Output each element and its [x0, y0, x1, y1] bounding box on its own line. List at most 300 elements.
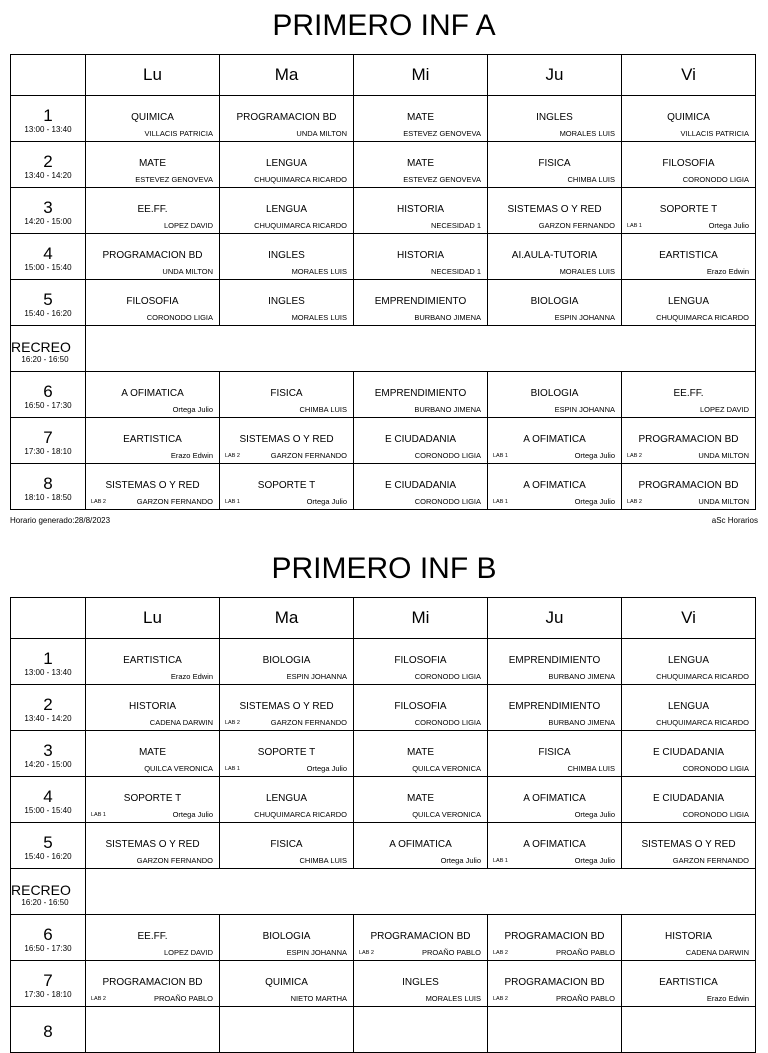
lesson-cell [622, 372, 756, 418]
subject-label: EE.FF. [137, 204, 168, 215]
teacher-label: NECESIDAD 1 [430, 267, 481, 276]
software-credit: aSc Horarios [711, 516, 758, 525]
period-time: 16:50 - 17:30 [24, 943, 72, 953]
period-row [11, 234, 756, 280]
period-time: 17:30 - 18:10 [24, 446, 72, 456]
subject-label: A OFIMATICA [523, 480, 586, 491]
period-row [11, 777, 756, 823]
lesson-cell [86, 1007, 220, 1053]
subject-label: A OFIMATICA [389, 839, 452, 850]
teacher-label: VILLACIS PATRICIA [144, 129, 213, 138]
lesson-cell [488, 961, 622, 1007]
teacher-label: CHUQUIMARCA RICARDO [254, 221, 347, 230]
teacher-label: Ortega Julio [306, 764, 347, 773]
day-header: Ju [488, 55, 622, 96]
room-label: LAB 1 [225, 766, 240, 772]
teacher-label: UNDA MILTON [698, 497, 749, 506]
subject-label: PROGRAMACION BD [236, 112, 337, 123]
period-number: 8 [43, 473, 53, 493]
room-label: LAB 1 [91, 812, 106, 818]
lesson-cell [86, 142, 220, 188]
subject-label: LENGUA [667, 701, 710, 712]
lesson-cell [86, 961, 220, 1007]
teacher-label: Ortega Julio [306, 497, 347, 506]
subject-label: BIOLOGIA [262, 655, 311, 666]
subject-label: SISTEMAS O Y RED [641, 839, 736, 850]
lesson-cell [86, 96, 220, 142]
recreo-label: RECREO [11, 881, 71, 898]
teacher-label: MORALES LUIS [425, 994, 481, 1003]
lesson-cell [488, 464, 622, 510]
teacher-label: Ortega Julio [574, 856, 615, 865]
period-cell [11, 96, 86, 142]
lesson-cell [86, 188, 220, 234]
period-number: 6 [43, 924, 53, 944]
period-number: 8 [43, 1021, 53, 1041]
period-cell [11, 731, 86, 777]
subject-label: LENGUA [265, 158, 308, 169]
lesson-cell [622, 280, 756, 326]
teacher-label: GARZON FERNANDO [270, 451, 347, 460]
lesson-cell [220, 142, 354, 188]
lesson-cell [354, 142, 488, 188]
subject-label: SISTEMAS O Y RED [239, 701, 334, 712]
subject-label: FILOSOFIA [126, 296, 179, 307]
teacher-label: CHUQUIMARCA RICARDO [656, 718, 749, 727]
teacher-label: CORONODO LIGIA [414, 497, 481, 506]
period-cell [11, 961, 86, 1007]
schedule-title: PRIMERO INF A [272, 9, 496, 42]
period-cell [11, 639, 86, 685]
period-time: 15:00 - 15:40 [24, 805, 72, 815]
teacher-label: GARZON FERNANDO [672, 856, 749, 865]
teacher-label: CHIMBA LUIS [567, 175, 615, 184]
teacher-label: ESPIN JOHANNA [286, 672, 347, 681]
teacher-label: Erazo Edwin [170, 451, 213, 460]
teacher-label: ESPIN JOHANNA [554, 405, 615, 414]
subject-label: EARTISTICA [123, 655, 182, 666]
lesson-cell [622, 639, 756, 685]
room-label: LAB 2 [359, 950, 374, 956]
period-time: 18:10 - 18:50 [24, 492, 72, 502]
period-number: 2 [43, 694, 53, 714]
subject-label: A OFIMATICA [121, 388, 184, 399]
subject-label: MATE [406, 747, 435, 758]
lesson-cell [622, 96, 756, 142]
lesson-cell [488, 372, 622, 418]
recreo-cell [11, 326, 86, 372]
period-number: 4 [43, 243, 53, 263]
teacher-label: Erazo Edwin [170, 672, 213, 681]
subject-label: PROGRAMACION BD [638, 434, 739, 445]
lesson-cell [622, 823, 756, 869]
subject-label: PROGRAMACION BD [370, 931, 471, 942]
lesson-cell [622, 234, 756, 280]
subject-label: HISTORIA [664, 931, 713, 942]
room-label: LAB 2 [627, 453, 642, 459]
corner-cell [11, 598, 86, 639]
subject-label: SOPORTE T [257, 747, 316, 758]
teacher-label: LOPEZ DAVID [163, 221, 213, 230]
period-row [11, 96, 756, 142]
lesson-cell [488, 234, 622, 280]
teacher-label: CORONODO LIGIA [414, 672, 481, 681]
lesson-cell [622, 777, 756, 823]
day-header-row [11, 55, 756, 96]
subject-label: A OFIMATICA [523, 434, 586, 445]
subject-label: FILOSOFIA [394, 655, 447, 666]
subject-label: LENGUA [667, 296, 710, 307]
subject-label: FISICA [538, 747, 571, 758]
lesson-cell [220, 372, 354, 418]
period-time: 15:40 - 16:20 [24, 851, 72, 861]
recreo-time: 16:20 - 16:50 [21, 354, 69, 364]
subject-label: EMPRENDIMIENTO [374, 296, 467, 307]
lesson-cell [354, 639, 488, 685]
lesson-cell [220, 234, 354, 280]
lesson-cell [86, 777, 220, 823]
teacher-label: BURBANO JIMENA [548, 718, 615, 727]
lesson-cell [488, 418, 622, 464]
lesson-cell [86, 685, 220, 731]
period-time: 13:40 - 14:20 [24, 170, 72, 180]
lesson-cell [622, 188, 756, 234]
lesson-cell [86, 823, 220, 869]
lesson-cell [488, 915, 622, 961]
period-row [11, 731, 756, 777]
teacher-label: BURBANO JIMENA [414, 405, 481, 414]
room-label: LAB 2 [91, 996, 106, 1002]
period-number: 6 [43, 381, 53, 401]
subject-label: FISICA [538, 158, 571, 169]
room-label: LAB 2 [493, 996, 508, 1002]
period-cell [11, 418, 86, 464]
teacher-label: ESTEVEZ GENOVEVA [403, 129, 481, 138]
teacher-label: Ortega Julio [440, 856, 481, 865]
period-cell [11, 1007, 86, 1053]
room-label: LAB 1 [493, 453, 508, 459]
period-time: 14:20 - 15:00 [24, 759, 72, 769]
period-cell [11, 142, 86, 188]
teacher-label: Erazo Edwin [706, 267, 749, 276]
subject-label: EMPRENDIMIENTO [508, 655, 601, 666]
lesson-cell [488, 96, 622, 142]
period-number: 1 [43, 105, 53, 125]
teacher-label: GARZON FERNANDO [136, 856, 213, 865]
lesson-cell [220, 1007, 354, 1053]
period-time: 15:40 - 16:20 [24, 308, 72, 318]
teacher-label: ESPIN JOHANNA [286, 948, 347, 957]
subject-label: SISTEMAS O Y RED [239, 434, 334, 445]
day-header: Ju [488, 598, 622, 639]
lesson-cell [622, 142, 756, 188]
subject-label: MATE [406, 158, 435, 169]
lesson-cell [220, 639, 354, 685]
period-number: 3 [43, 197, 53, 217]
subject-label: FISICA [270, 839, 303, 850]
teacher-label: Ortega Julio [172, 810, 213, 819]
subject-label: BIOLOGIA [530, 388, 579, 399]
teacher-label: PROAÑO PABLO [555, 994, 615, 1003]
lesson-cell [354, 464, 488, 510]
subject-label: E CIUDADANIA [384, 434, 457, 445]
period-cell [11, 777, 86, 823]
period-row [11, 1007, 756, 1053]
period-number: 3 [43, 740, 53, 760]
subject-label: EE.FF. [137, 931, 168, 942]
subject-label: A OFIMATICA [523, 793, 586, 804]
period-cell [11, 280, 86, 326]
period-time: 13:40 - 14:20 [24, 713, 72, 723]
teacher-label: PROAÑO PABLO [555, 948, 615, 957]
teacher-label: CORONODO LIGIA [682, 175, 749, 184]
teacher-label: QUILCA VERONICA [412, 764, 481, 773]
recreo-blank [86, 869, 756, 915]
lesson-cell [488, 188, 622, 234]
day-header: Lu [86, 598, 220, 639]
day-header: Lu [86, 55, 220, 96]
room-label: LAB 2 [225, 720, 240, 726]
lesson-cell [86, 639, 220, 685]
teacher-label: QUILCA VERONICA [144, 764, 213, 773]
timetable-grid [10, 54, 756, 510]
period-number: 5 [43, 289, 53, 309]
lesson-cell [622, 418, 756, 464]
teacher-label: CHUQUIMARCA RICARDO [656, 672, 749, 681]
lesson-cell [354, 915, 488, 961]
subject-label: E CIUDADANIA [384, 480, 457, 491]
period-time: 17:30 - 18:10 [24, 989, 72, 999]
period-time: 13:00 - 13:40 [24, 124, 72, 134]
subject-label: LENGUA [265, 793, 308, 804]
teacher-label: MORALES LUIS [291, 313, 347, 322]
lesson-cell [220, 188, 354, 234]
teacher-label: GARZON FERNANDO [538, 221, 615, 230]
day-header: Mi [354, 55, 488, 96]
lesson-cell [220, 464, 354, 510]
subject-label: PROGRAMACION BD [102, 977, 203, 988]
period-row [11, 464, 756, 510]
teacher-label: ESPIN JOHANNA [554, 313, 615, 322]
subject-label: QUIMICA [131, 112, 174, 123]
subject-label: MATE [138, 158, 167, 169]
teacher-label: Ortega Julio [574, 497, 615, 506]
period-number: 4 [43, 786, 53, 806]
subject-label: BIOLOGIA [530, 296, 579, 307]
period-number: 2 [43, 151, 53, 171]
teacher-label: NECESIDAD 1 [430, 221, 481, 230]
period-row [11, 823, 756, 869]
teacher-label: ESTEVEZ GENOVEVA [135, 175, 213, 184]
lesson-cell [220, 777, 354, 823]
day-header: Vi [622, 598, 756, 639]
subject-label: MATE [138, 747, 167, 758]
teacher-label: CORONODO LIGIA [414, 451, 481, 460]
lesson-cell [488, 823, 622, 869]
lesson-cell [220, 96, 354, 142]
recreo-blank [86, 326, 756, 372]
room-label: LAB 2 [493, 950, 508, 956]
lesson-cell [86, 418, 220, 464]
subject-label: EE.FF. [673, 388, 704, 399]
lesson-cell [354, 777, 488, 823]
lesson-cell [622, 961, 756, 1007]
day-header: Ma [220, 598, 354, 639]
lesson-cell [488, 639, 622, 685]
lesson-cell [622, 464, 756, 510]
teacher-label: Ortega Julio [574, 451, 615, 460]
lesson-cell [354, 731, 488, 777]
teacher-label: BURBANO JIMENA [548, 672, 615, 681]
lesson-cell [220, 731, 354, 777]
period-time: 16:50 - 17:30 [24, 400, 72, 410]
lesson-cell [220, 280, 354, 326]
room-label: LAB 1 [493, 858, 508, 864]
period-row [11, 188, 756, 234]
teacher-label: Erazo Edwin [706, 994, 749, 1003]
period-row [11, 142, 756, 188]
lesson-cell [86, 372, 220, 418]
subject-label: BIOLOGIA [262, 931, 311, 942]
lesson-cell [220, 915, 354, 961]
teacher-label: CHUQUIMARCA RICARDO [254, 175, 347, 184]
lesson-cell [354, 685, 488, 731]
teacher-label: LOPEZ DAVID [699, 405, 749, 414]
period-row [11, 915, 756, 961]
lesson-cell [622, 915, 756, 961]
teacher-label: Ortega Julio [172, 405, 213, 414]
teacher-label: CADENA DARWIN [149, 718, 213, 727]
recreo-label: RECREO [11, 338, 71, 355]
generated-date: Horario generado:28/8/2023 [10, 516, 111, 525]
subject-label: PROGRAMACION BD [504, 977, 605, 988]
period-number: 7 [43, 970, 53, 990]
teacher-label: CORONODO LIGIA [146, 313, 213, 322]
teacher-label: CHIMBA LUIS [567, 764, 615, 773]
corner-cell [11, 55, 86, 96]
recreo-row [11, 869, 756, 915]
lesson-cell [354, 280, 488, 326]
lesson-cell [220, 961, 354, 1007]
subject-label: AI.AULA-TUTORIA [511, 250, 598, 261]
room-label: LAB 1 [627, 223, 642, 229]
subject-label: EARTISTICA [659, 250, 718, 261]
teacher-label: CORONODO LIGIA [682, 810, 749, 819]
day-header-row [11, 598, 756, 639]
period-cell [11, 372, 86, 418]
teacher-label: PROAÑO PABLO [421, 948, 481, 957]
subject-label: EMPRENDIMIENTO [508, 701, 601, 712]
subject-label: E CIUDADANIA [652, 793, 725, 804]
subject-label: SISTEMAS O Y RED [507, 204, 602, 215]
subject-label: INGLES [402, 977, 439, 988]
subject-label: PROGRAMACION BD [638, 480, 739, 491]
period-number: 1 [43, 648, 53, 668]
subject-label: SOPORTE T [123, 793, 182, 804]
teacher-label: CHUQUIMARCA RICARDO [254, 810, 347, 819]
period-time: 13:00 - 13:40 [24, 667, 72, 677]
subject-label: INGLES [536, 112, 573, 123]
teacher-label: VILLACIS PATRICIA [680, 129, 749, 138]
subject-label: QUIMICA [265, 977, 308, 988]
recreo-time: 16:20 - 16:50 [21, 897, 69, 907]
subject-label: MATE [406, 793, 435, 804]
lesson-cell [220, 418, 354, 464]
lesson-cell [86, 731, 220, 777]
subject-label: FILOSOFIA [662, 158, 715, 169]
period-cell [11, 234, 86, 280]
teacher-label: MORALES LUIS [291, 267, 347, 276]
teacher-label: CHIMBA LUIS [299, 856, 347, 865]
subject-label: PROGRAMACION BD [504, 931, 605, 942]
schedule-title: PRIMERO INF B [271, 552, 497, 585]
teacher-label: BURBANO JIMENA [414, 313, 481, 322]
room-label: LAB 1 [493, 499, 508, 505]
lesson-cell [622, 731, 756, 777]
teacher-label: Ortega Julio [574, 810, 615, 819]
period-cell [11, 823, 86, 869]
period-row [11, 418, 756, 464]
teacher-label: GARZON FERNANDO [136, 497, 213, 506]
subject-label: LENGUA [265, 204, 308, 215]
subject-label: HISTORIA [396, 204, 445, 215]
period-row [11, 372, 756, 418]
subject-label: SOPORTE T [659, 204, 718, 215]
subject-label: SOPORTE T [257, 480, 316, 491]
teacher-label: GARZON FERNANDO [270, 718, 347, 727]
recreo-cell [11, 869, 86, 915]
teacher-label: UNDA MILTON [162, 267, 213, 276]
teacher-label: Ortega Julio [708, 221, 749, 230]
lesson-cell [488, 777, 622, 823]
lesson-cell [622, 685, 756, 731]
day-header: Ma [220, 55, 354, 96]
subject-label: SISTEMAS O Y RED [105, 839, 200, 850]
period-number: 7 [43, 427, 53, 447]
lesson-cell [354, 961, 488, 1007]
teacher-label: CHUQUIMARCA RICARDO [656, 313, 749, 322]
period-row [11, 685, 756, 731]
lesson-cell [488, 280, 622, 326]
period-cell [11, 915, 86, 961]
recreo-row [11, 326, 756, 372]
subject-label: HISTORIA [396, 250, 445, 261]
subject-label: E CIUDADANIA [652, 747, 725, 758]
day-header: Vi [622, 55, 756, 96]
room-label: LAB 2 [225, 453, 240, 459]
subject-label: MATE [406, 112, 435, 123]
lesson-cell [354, 188, 488, 234]
lesson-cell [220, 823, 354, 869]
teacher-label: UNDA MILTON [698, 451, 749, 460]
lesson-cell [354, 96, 488, 142]
lesson-cell [488, 142, 622, 188]
subject-label: SISTEMAS O Y RED [105, 480, 200, 491]
teacher-label: CORONODO LIGIA [414, 718, 481, 727]
lesson-cell [622, 1007, 756, 1053]
teacher-label: MORALES LUIS [559, 267, 615, 276]
teacher-label: CADENA DARWIN [685, 948, 749, 957]
subject-label: INGLES [268, 296, 305, 307]
period-row [11, 961, 756, 1007]
day-header: Mi [354, 598, 488, 639]
room-label: LAB 2 [627, 499, 642, 505]
lesson-cell [86, 280, 220, 326]
lesson-cell [488, 685, 622, 731]
teacher-label: CHIMBA LUIS [299, 405, 347, 414]
lesson-cell [86, 234, 220, 280]
lesson-cell [86, 915, 220, 961]
